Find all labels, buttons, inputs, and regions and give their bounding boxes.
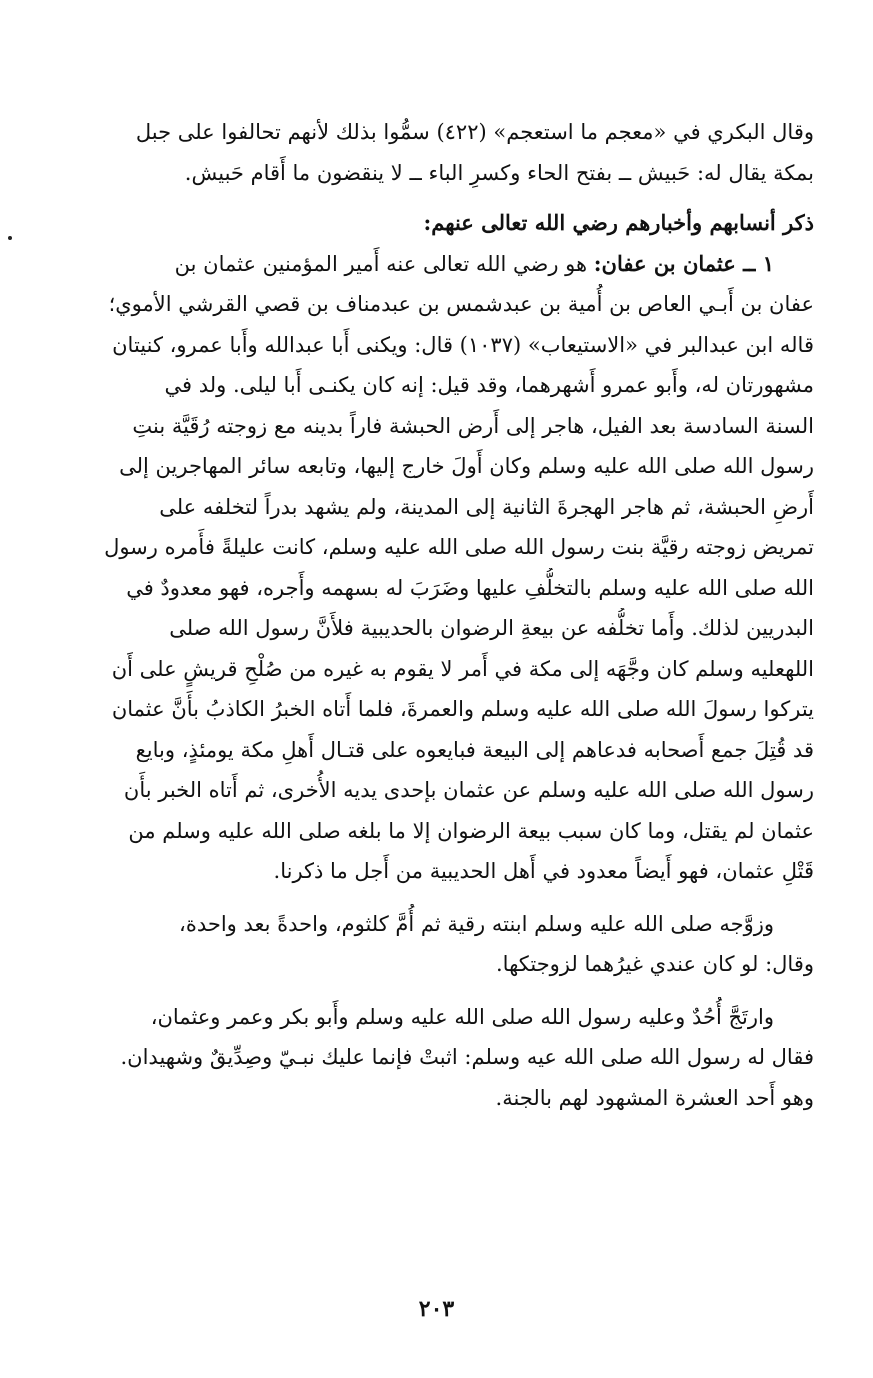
entry-label: ١ ــ عثمان بن عفان:	[593, 250, 774, 276]
text-line	[62, 244, 814, 285]
text-line: تمريض زوجته رقيَّة بنت رسول الله صلى الله عليه وسلم، كانت عليلةً فأَمره رسول	[104, 535, 814, 559]
text-line: وزوَّجه صلى الله عليه وسلم ابنته رقية ثم أُمَّ كلثوم، واحدةً بعد واحدة،	[179, 911, 774, 936]
text-line: أَرضِ الحبشة، ثم هاجر الهجرةَ الثانية إلى المدينة، ولم يشهد بدراً لتخلفه على	[159, 494, 814, 519]
text-line: عثمان لم يقتل، وما كان سبب بيعة الرضوان إلا ما بلغه صلى الله عليه وسلم من	[128, 818, 814, 843]
section-heading: ذكر أنسابهم وأخبارهم رضي الله تعالى عنهم:	[423, 210, 814, 235]
text-line: وقال البكري في «معجم ما استعجم» (٤٢٢) سمُّوا بذلك لأنهم تحالفوا على جبل	[135, 120, 814, 144]
entry-paragraph	[62, 244, 814, 892]
text-line: وقال: لو كان عندي غيرُهما لزوجتكها.	[496, 952, 814, 976]
text-line: وارتَجَّ أُحُدٌ وعليه رسول الله صلى الله عليه وسلم وأَبو بكر وعمر وعثمان،	[150, 1004, 774, 1029]
text-line: فقال له رسول الله صلى الله عيه وسلم: اثبتْ فإنما عليك نبـيّ وصِدِّيقٌ وشهيدان.	[120, 1045, 814, 1069]
text-line: السنة السادسة بعد الفيل، هاجر إلى أَرض الحبشة فاراً بدينه مع زوجته رُقَيَّة بنتِ	[132, 413, 814, 438]
text-line: بمكة يقال له: حَبيش ــ بفتح الحاء وكسرِ الباء ــ لا ينقضون ما أَقام حَبيش.	[184, 160, 814, 185]
entry-first-line-text: هو رضي الله تعالى عنه أَمير المؤمنين عثمان بن	[174, 251, 588, 276]
text-line: يتركوا رسولَ الله صلى الله عليه وسلم والعمرةَ، فلما أَتاه الخبرُ الكاذبُ بأَنَّ عثمان	[111, 697, 814, 721]
text-line: اللهعليه وسلم كان وجَّهَه إلى مكة في أَمر لا يقوم به غيره من صُلْحِ قريشٍ على أَن	[111, 656, 814, 681]
text-line: البدريين لذلك. وأَما تخلُّفه عن بيعةِ الرضوان بالحديبية فلأَنَّ رسول الله صلى	[169, 616, 814, 640]
page-number: ٢٠٣	[418, 1296, 455, 1322]
text-line: مشهورتان له، وأَبو عمرو أَشهرهما، وقد قيل: إنه كان يكنـى أَبا ليلى. ولد في	[164, 373, 814, 397]
text-line: رسول الله صلى الله عليه وسلم عن عثمان بإحدى يديه الأُخرى، ثم أَتاه الخبر بأَن	[123, 778, 814, 802]
text-line: قَتْلِ عثمان، فهو أَيضاً معدود في أَهل الحديبية من أَجل ما ذكرنا.	[273, 859, 814, 883]
text-line: عفان بن أَبـي العاص بن أُمية بن عبدشمس بن عبدمناف بن قصي القرشي الأموي؛	[108, 292, 814, 316]
uhud-paragraph	[62, 997, 814, 1119]
text-line: قد قُتِلَ جمع أَصحابه فدعاهم إلى البيعة فبايعوه على قتـال أَهلِ مكة يومئذٍ، وبايع	[135, 737, 814, 762]
text-line: الله صلى الله عليه وسلم بالتخلُّفِ عليها وضَرَبَ له بسهمه وأَجره، فهو معدودٌ في	[126, 575, 814, 600]
marriage-paragraph	[62, 904, 814, 985]
page-body	[62, 112, 814, 1118]
text-line: وهو أَحد العشرة المشهود لهم بالجنة.	[495, 1085, 814, 1110]
intro-paragraph	[62, 112, 814, 193]
text-line: رسول الله صلى الله عليه وسلم وكان أَولَ خارج إليها، وتابعه سائر المهاجرين إلى	[119, 454, 814, 478]
text-line: قاله ابن عبدالبر في «الاستيعاب» (١٠٣٧) قال: ويكنى أَبا عبدالله وأَبا عمرو، كنيتان	[112, 332, 814, 357]
margin-dot	[8, 236, 12, 240]
